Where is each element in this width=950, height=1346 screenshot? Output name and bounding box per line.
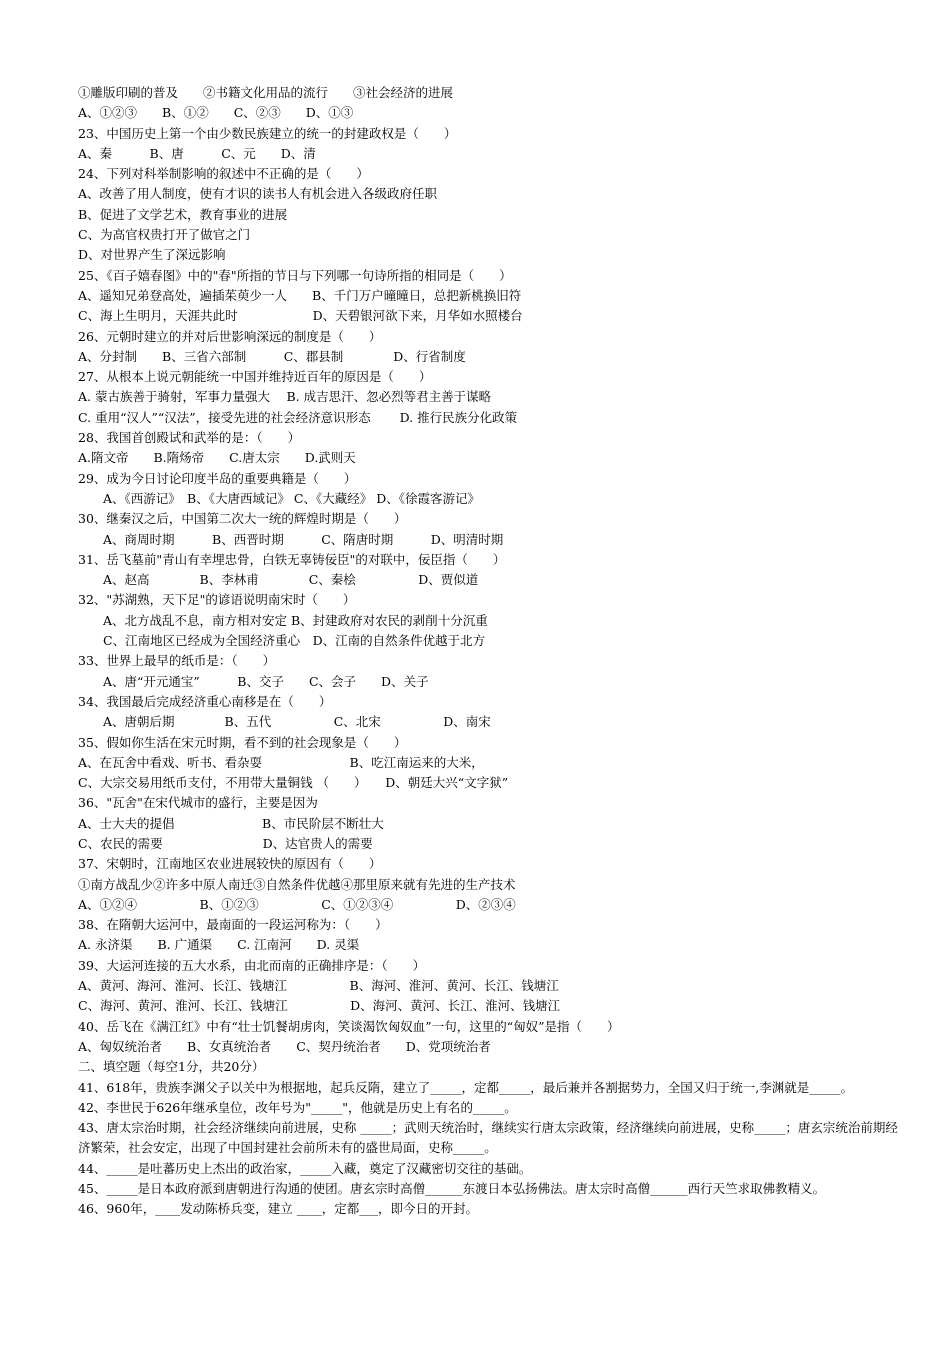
- text-line: A、①②③ B、①② C、②③ D、①③: [78, 105, 354, 121]
- section-heading: 二、填空题（每空1分，共20分）: [78, 1059, 265, 1075]
- text-line: A. 蒙古族善于骑射，军事力量强大 B. 成吉思汗、忽必烈等君主善于谋略: [78, 389, 492, 405]
- question-35: 35、假如你生活在宋元时期，看不到的社会现象是（ ）: [78, 734, 407, 750]
- text-line: A、匈奴统治者 B、女真统治者 C、契丹统治者 D、党项统治者: [78, 1038, 491, 1054]
- question-38: 38、在隋朝大运河中，最南面的一段运河称为：（ ）: [78, 917, 388, 933]
- text-line: A.隋文帝 B.隋炀帝 C.唐太宗 D.武则天: [78, 450, 356, 466]
- text-line: C、农民的需要 D、达官贵人的需要: [78, 835, 373, 851]
- text-line: A、《西游记》 B、《大唐西域记》 C、《大藏经》 D、《徐霞客游记》: [78, 490, 480, 506]
- text-line: A、唐朝后期 B、五代 C、北宋 D、南宋: [78, 714, 491, 730]
- text-line: A、唐“开元通宝” B、交子 C、会子 D、关子: [78, 673, 429, 689]
- text-line: A、北方战乱不息，南方相对安定 B、封建政府对农民的剥削十分沉重: [78, 612, 488, 628]
- text-line: C、海河、黄河、淮河、长江、钱塘江 D、海河、黄河、长江、淮河、钱塘江: [78, 998, 561, 1014]
- text-line: A、分封制 B、三省六部制 C、郡县制 D、行省制度: [78, 348, 466, 364]
- question-32: 32、"苏湖熟，天下足"的谚语说明南宋时（ ）: [78, 592, 356, 608]
- question-43: 43、唐太宗治时期，社会经济继续向前进展，史称 _____；武则天统治时，继续实行唐太宗政策，经济继续向前进展，史称_____；唐玄宗统治前期经济繁荣，社会安定，出现了中国封建社会前所未有的盛世局面，史称_____。: [78, 1120, 898, 1156]
- text-line: ①南方战乱少②许多中原人南迁③自然条件优越④那里原来就有先进的生产技术: [78, 876, 516, 892]
- text-line: A. 永济渠 B. 广通渠 C. 江南河 D. 灵渠: [78, 937, 360, 953]
- question-30: 30、继秦汉之后，中国第二次大一统的辉煌时期是（ ）: [78, 511, 407, 527]
- question-27: 27、从根本上说元朝能统一中国并维持近百年的原因是（ ）: [78, 369, 432, 385]
- text-line: A、黄河、海河、淮河、长江、钱塘江 B、海河、淮河、黄河、长江、钱塘江: [78, 978, 559, 994]
- document-body: [78, 83, 908, 1220]
- text-line: A、①②④ B、①②③ C、①②③④ D、②③④: [78, 896, 516, 912]
- text-line: A、士大夫的提倡 B、市民阶层不断壮大: [78, 815, 384, 831]
- question-46: 46、960年，____发动陈桥兵变，建立 ____，定都___，即今日的开封。: [78, 1201, 478, 1217]
- text-line: A、改善了用人制度，使有才识的读书人有机会进入各级政府任职: [78, 186, 438, 202]
- question-41: 41、618年，贵族李渊父子以关中为根据地，起兵反隋，建立了_____，定都_____，最后兼并各割据势力，全国又归于统一,李渊就是_____。: [78, 1079, 853, 1095]
- text-line: A、遥知兄弟登高处，遍插茱萸少一人 B、千门万户曈曈日，总把新桃换旧符: [78, 287, 522, 303]
- question-33: 33、世界上最早的纸币是：（ ）: [78, 653, 276, 669]
- question-31: 31、岳飞墓前"青山有幸埋忠骨，白铁无辜铸佞臣"的对联中，佞臣指（ ）: [78, 551, 506, 567]
- text-line: C. 重用“汉人”“汉法”，接受先进的社会经济意识形态 D. 推行民族分化政策: [78, 409, 518, 425]
- text-line: C、大宗交易用纸币支付，不用带大量铜钱 （ ） D、朝廷大兴“文字狱”: [78, 775, 509, 791]
- question-42: 42、李世民于626年继承皇位，改年号为"_____"，他就是历史上有名的_____。: [78, 1099, 517, 1115]
- question-23: 23、中国历史上第一个由少数民族建立的统一的封建政权是（ ）: [78, 125, 457, 141]
- text-line: B、促进了文学艺术，教育事业的进展: [78, 206, 288, 222]
- question-45: 45、_____是日本政府派到唐朝进行沟通的使团。唐玄宗时高僧______东渡日本弘扬佛法。唐太宗时高僧______西行天竺求取佛教精义。: [78, 1181, 826, 1197]
- question-40: 40、岳飞在《满江红》中有“壮士饥餐胡虏肉，笑谈渴饮匈奴血”一句，这里的“匈奴”是指（ ）: [78, 1018, 620, 1034]
- text-line: A、赵高 B、李林甫 C、秦桧 D、贾似道: [78, 572, 479, 588]
- question-34: 34、我国最后完成经济重心南移是在（ ）: [78, 693, 332, 709]
- text-line: ①雕版印刷的普及 ②书籍文化用品的流行 ③社会经济的进展: [78, 85, 454, 100]
- question-29: 29、成为今日讨论印度半岛的重要典籍是（ ）: [78, 470, 357, 486]
- text-line: D、对世界产生了深远影响: [78, 247, 226, 263]
- question-36: 36、"瓦舍"在宋代城市的盛行，主要是因为: [78, 795, 318, 811]
- question-24: 24、下列对科举制影响的叙述中不正确的是（ ）: [78, 166, 369, 182]
- question-37: 37、宋朝时，江南地区农业进展较快的原因有（ ）: [78, 856, 382, 872]
- text-line: C、海上生明月，天涯共此时 D、天碧银河欲下来，月华如水照楼台: [78, 308, 523, 324]
- question-39: 39、大运河连接的五大水系，由北而南的正确排序是：（ ）: [78, 957, 426, 973]
- question-28: 28、我国首创殿试和武举的是：（ ）: [78, 430, 301, 446]
- question-44: 44、_____是吐蕃历史上杰出的政治家，_____入藏，奠定了汉藏密切交往的基础。: [78, 1160, 532, 1176]
- text-line: A、商周时期 B、西晋时期 C、隋唐时期 D、明清时期: [78, 531, 504, 547]
- text-line: A、秦 B、唐 C、元 D、清: [78, 145, 316, 161]
- question-26: 26、元朝时建立的并对后世影响深远的制度是（ ）: [78, 328, 382, 344]
- text-line: C、江南地区已经成为全国经济重心 D、江南的自然条件优越于北方: [78, 633, 486, 649]
- text-line: C、为高官权贵打开了做官之门: [78, 227, 251, 243]
- text-line: A、在瓦舍中看戏、听书、看杂耍 B、吃江南运来的大米，: [78, 754, 484, 770]
- question-25: 25、《百子嬉春图》中的"春"所指的节日与下列哪一句诗所指的相同是（ ）: [78, 267, 512, 283]
